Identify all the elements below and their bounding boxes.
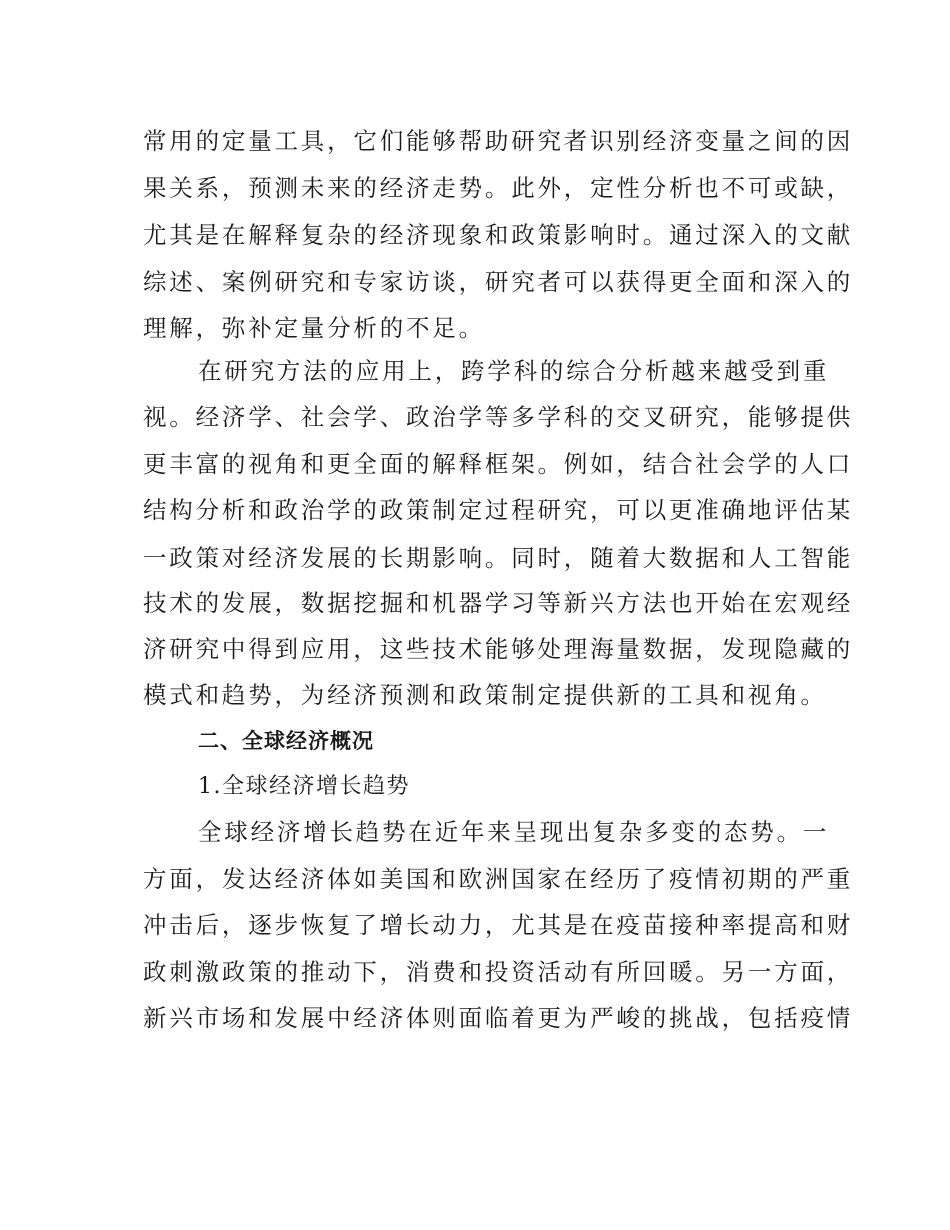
paragraph-line: 济研究中得到应用，这些技术能够处理海量数据，发现隐藏的 bbox=[143, 635, 854, 663]
subsection-heading: 1.全球经济增长趋势 bbox=[198, 774, 410, 799]
paragraph-line: 尤其是在解释复杂的经济现象和政策影响时。通过深入的文献 bbox=[143, 221, 854, 249]
paragraph-line: 常用的定量工具，它们能够帮助研究者识别经济变量之间的因 bbox=[143, 127, 854, 155]
paragraph-line: 模式和趋势，为经济预测和政策制定提供新的工具和视角。 bbox=[143, 681, 827, 709]
paragraph-line: 政刺激政策的推动下，消费和投资活动有所回暖。另一方面， bbox=[143, 958, 854, 986]
paragraph-line: 冲击后，逐步恢复了增长动力，尤其是在疫苗接种率提高和财 bbox=[143, 911, 854, 939]
paragraph-line: 技术的发展，数据挖掘和机器学习等新兴方法也开始在宏观经 bbox=[143, 589, 854, 617]
paragraph-line: 更丰富的视角和更全面的解释框架。例如，结合社会学的人口 bbox=[143, 450, 854, 478]
paragraph-line: 视。经济学、社会学、政治学等多学科的交叉研究，能够提供 bbox=[143, 403, 854, 431]
paragraph-line: 一政策对经济发展的长期影响。同时，随着大数据和人工智能 bbox=[143, 544, 854, 572]
paragraph-line: 结构分析和政治学的政策制定过程研究，可以更准确地评估某 bbox=[143, 496, 854, 524]
paragraph-line: 新兴市场和发展中经济体则面临着更为严峻的挑战，包括疫情 bbox=[143, 1004, 854, 1032]
paragraph-line: 果关系，预测未来的经济走势。此外，定性分析也不可或缺， bbox=[143, 174, 854, 202]
paragraph-line: 全球经济增长趋势在近年来呈现出复杂多变的态势。一 bbox=[198, 818, 830, 846]
paragraph-line: 方面，发达经济体如美国和欧洲国家在经历了疫情初期的严重 bbox=[143, 865, 854, 893]
paragraph-line: 理解，弥补定量分析的不足。 bbox=[143, 314, 485, 342]
section-heading: 二、全球经济概况 bbox=[198, 729, 374, 753]
paragraph-line: 在研究方法的应用上，跨学科的综合分析越来越受到重 bbox=[198, 357, 830, 385]
paragraph-line: 综述、案例研究和专家访谈，研究者可以获得更全面和深入的 bbox=[143, 268, 854, 296]
